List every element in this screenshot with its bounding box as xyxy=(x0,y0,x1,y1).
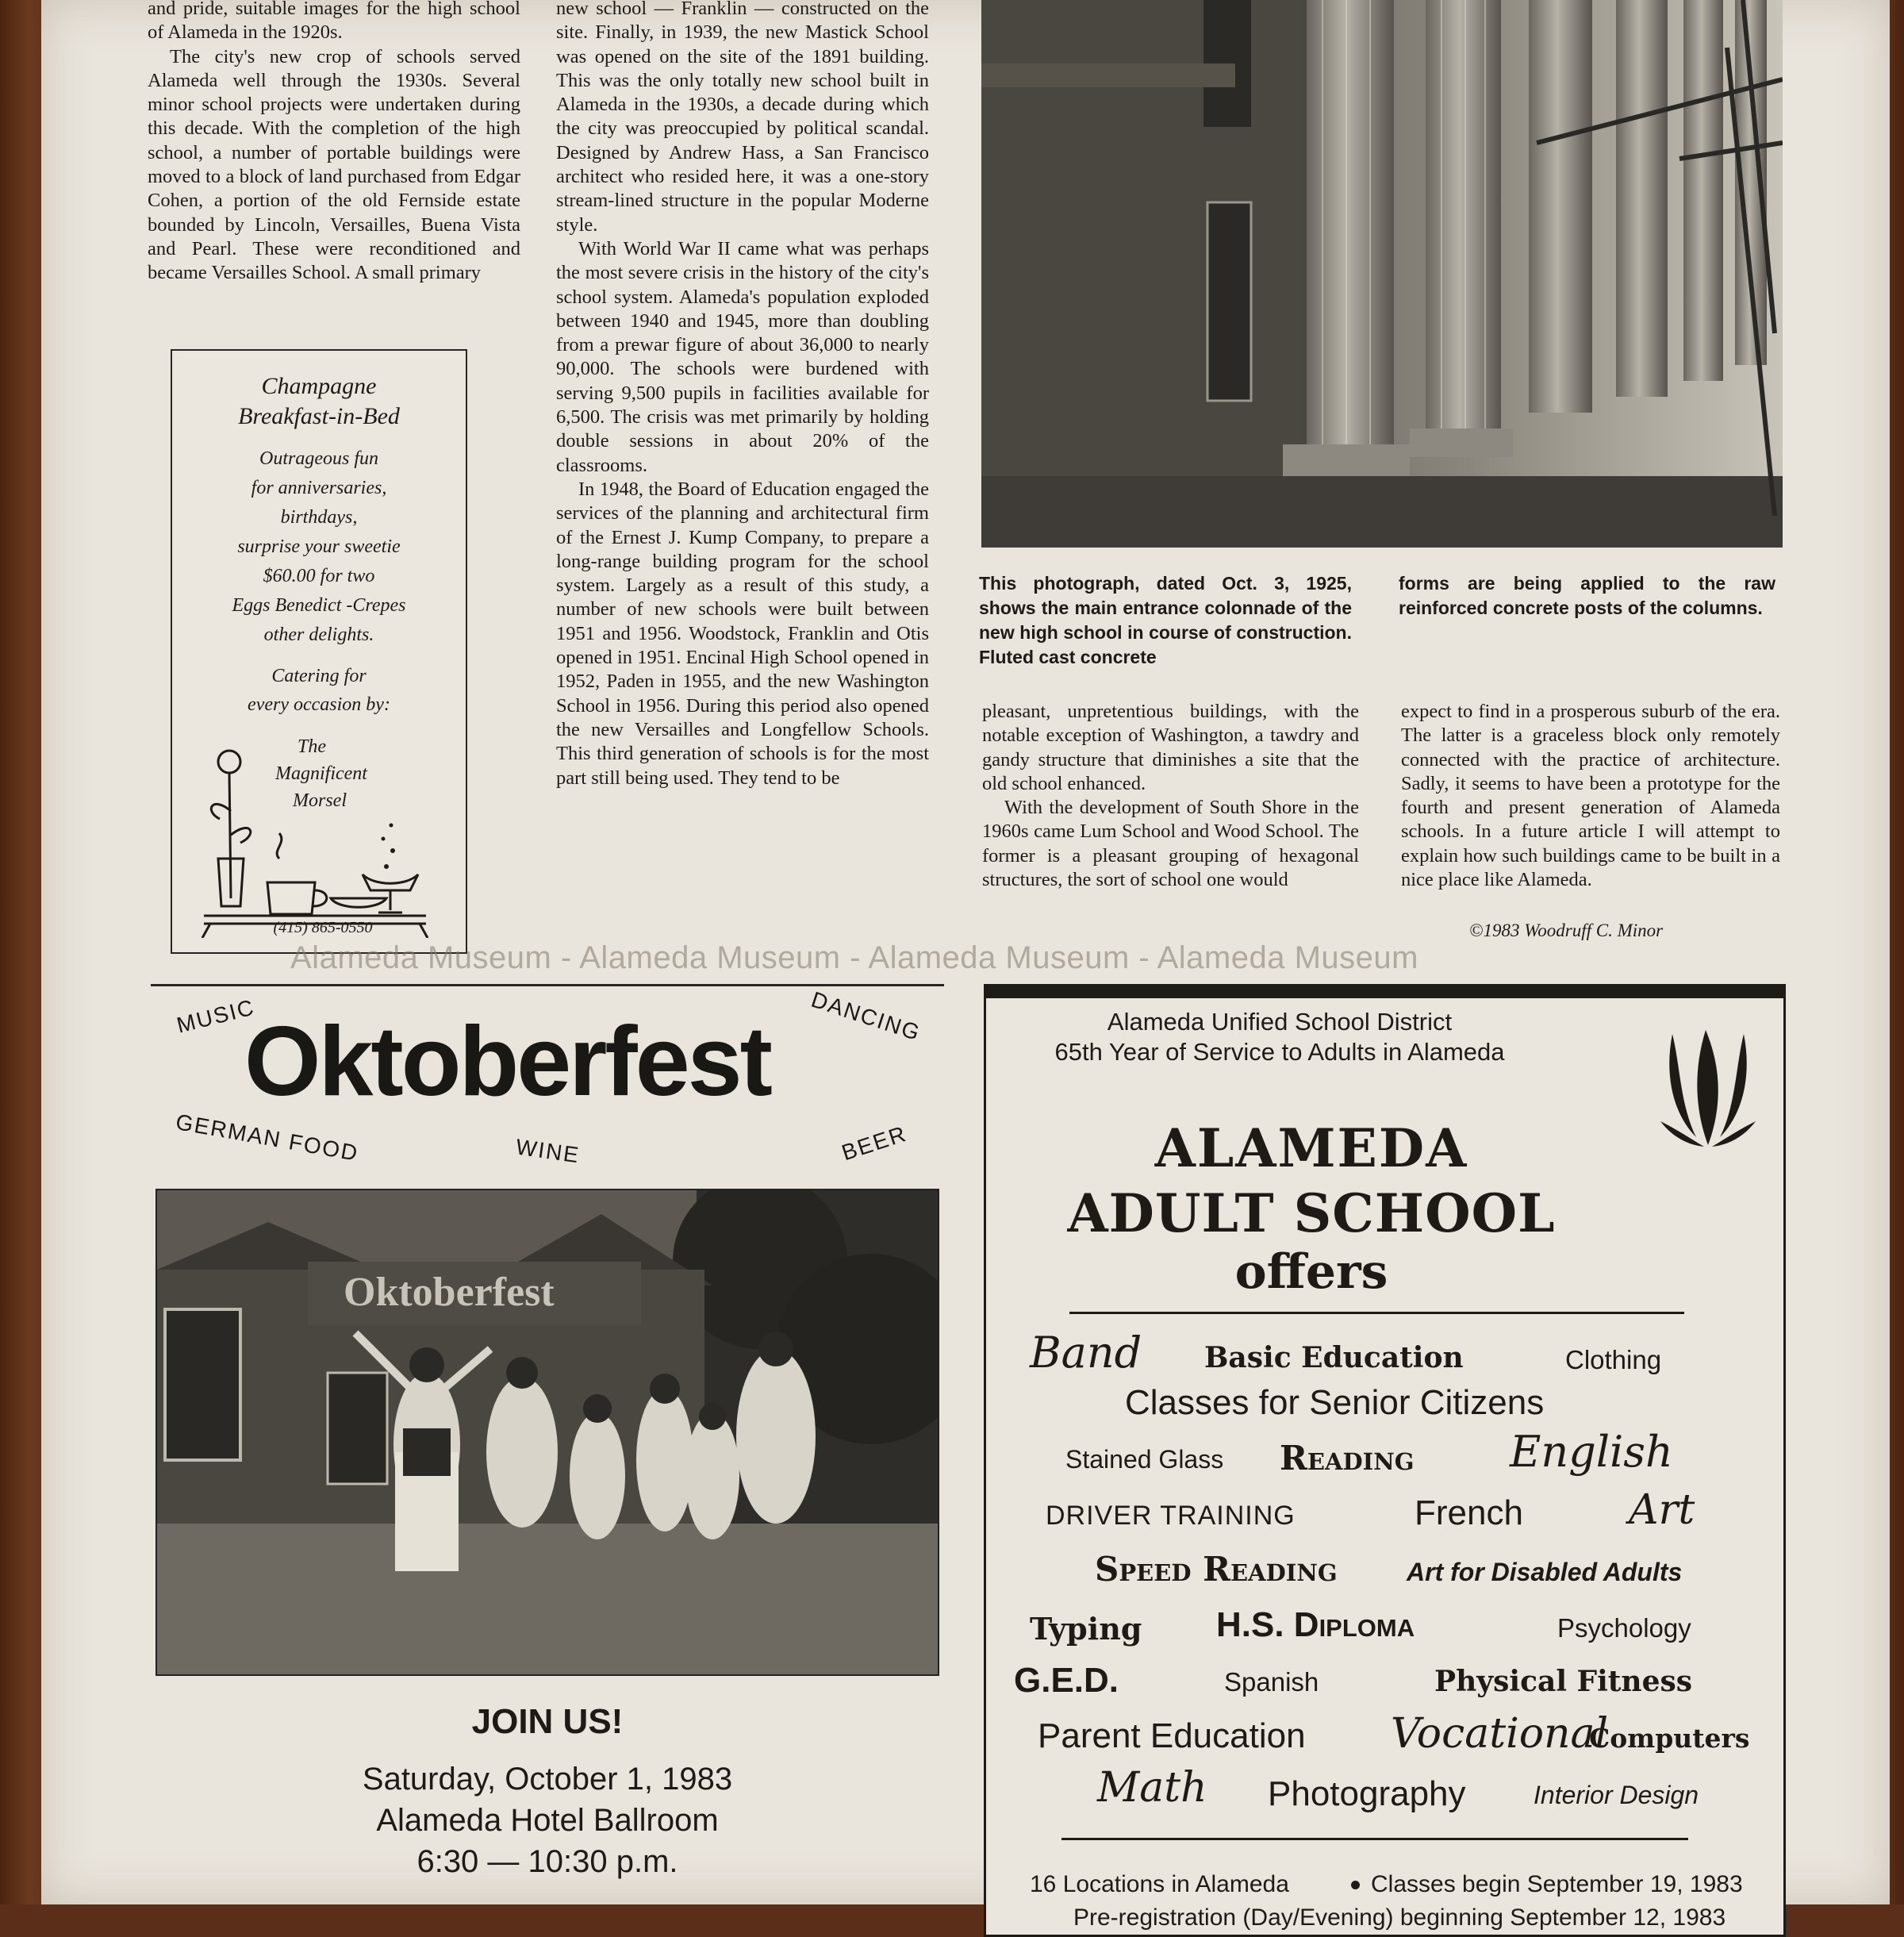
join-us: JOIN US! xyxy=(471,1702,624,1741)
construction-photo xyxy=(981,0,1783,548)
class-french: French xyxy=(1415,1493,1523,1532)
service-line: 65th Year of Service to Adults in Alameda xyxy=(1054,1038,1505,1066)
ad-line: every occasion by: xyxy=(248,694,390,715)
tulip-logo-icon xyxy=(1656,1026,1760,1153)
photo-caption-right: forms are being applied to the raw reinforced concrete posts of the columns. xyxy=(1399,573,1775,618)
article-paragraph: pleasant, unpretentious buildings, with the notable exception of Washington, a tawdry and gandy structure that diminishes a site that the old school enhanced. xyxy=(982,701,1359,794)
article-paragraph: In 1948, the Board of Education engaged the services of the planning and architectural firm of the Ernest J. Kump Company, to prepare a long-range building program for the school system. Largely as a result of this study, a number of new schools were built between 1951 and 1956. Woodstock, Franklin and Otis opened in 1951. Encinal High School opened in 1952, Paden in 1955, and the new Washington School in 1956. During this period also opened the new Versailles and Longfellow Schools. This third generation of schools is for the most part still being used. They tend to be xyxy=(556,478,929,789)
class-band: Band xyxy=(1030,1328,1142,1378)
article-byline: ©1983 Woodruff C. Minor xyxy=(1469,920,1664,940)
tag-beer: BEER xyxy=(839,1120,910,1166)
class-spanish: Spanish xyxy=(1224,1667,1319,1697)
class-typing: Typing xyxy=(1030,1611,1142,1647)
class-english: English xyxy=(1510,1427,1673,1477)
article-paragraph: With World War II came what was perhaps the most severe crisis in the history of the city's school system. Alameda's population exploded between 1940 and 1945, more than doubling from a prewar figure of about 36,000 to nearly 90,000. The schools were burdened with serving 9,500 pupils in facilities available for 6,500. The crisis was met primarily by holding double sessions in about 20% of the classrooms. xyxy=(556,237,929,476)
class-math: Math xyxy=(1097,1764,1207,1812)
class-art-disabled: Art for Disabled Adults xyxy=(1407,1558,1683,1586)
footer-rule xyxy=(1061,1838,1688,1840)
section-divider xyxy=(151,984,944,986)
building-sign: Oktoberfest xyxy=(344,1270,555,1315)
ad-line: Outrageous fun xyxy=(259,448,378,469)
article-column-right-1 xyxy=(982,700,1359,892)
footer-preregistration: Pre-registration (Day/Evening) beginning September 12, 1983 xyxy=(1073,1904,1726,1931)
ad-line: Morsel xyxy=(293,790,347,811)
oktoberfest-photo xyxy=(155,1189,939,1676)
ad-line: Eggs Benedict -Crepes xyxy=(232,595,406,616)
dancers-photo-illustration xyxy=(157,1190,938,1674)
article-column-left xyxy=(148,0,520,286)
class-stained-glass: Stained Glass xyxy=(1065,1445,1224,1474)
class-parent-education: Parent Education xyxy=(1038,1716,1306,1755)
tag-german-food: GERMAN FOOD xyxy=(174,1109,361,1166)
class-interior-design: Interior Design xyxy=(1534,1781,1699,1809)
heading-rule xyxy=(1069,1312,1684,1314)
class-computers: Computers xyxy=(1589,1723,1750,1754)
champagne-title: Champagne xyxy=(261,373,377,399)
tag-dancing: DANCING xyxy=(808,986,924,1046)
class-reading: Reading xyxy=(1280,1439,1415,1478)
footer-classes-begin: Classes begin September 19, 1983 xyxy=(1371,1871,1743,1897)
ad-heading-2: ADULT SCHOOL xyxy=(1067,1182,1556,1244)
colonnade-photo-illustration xyxy=(981,0,1783,548)
breakfast-tray-illustration xyxy=(196,740,442,938)
article-paragraph: and pride, suitable images for the high school of Alameda in the 1920s. xyxy=(148,0,520,44)
article-column-middle xyxy=(556,0,929,790)
article-column-right-2 xyxy=(1401,700,1780,892)
district-name: Alameda Unified School District xyxy=(1107,1008,1453,1036)
museum-watermark: Alameda Museum - Alameda Museum - Alameda Museum - Alameda Museum xyxy=(290,940,1418,975)
ad-line: other delights. xyxy=(263,625,374,645)
ad-line: birthdays, xyxy=(280,507,358,528)
event-date: Saturday, October 1, 1983 xyxy=(362,1762,733,1797)
ad-heading-1: ALAMEDA xyxy=(1154,1117,1468,1179)
class-physical-fitness: Physical Fitness xyxy=(1434,1665,1693,1698)
ad-line: Magnificent xyxy=(275,763,367,784)
photo-caption-left: This photograph, dated Oct. 3, 1925, shows the main entrance colonnade of the new high school in course of construction. Fluted cast concrete xyxy=(979,573,1352,667)
class-clothing: Clothing xyxy=(1565,1345,1662,1374)
champagne-ad xyxy=(171,349,467,954)
class-vocational: Vocational xyxy=(1391,1710,1609,1758)
oktoberfest-title: Oktoberfest xyxy=(244,1007,770,1116)
champagne-subtitle: Breakfast-in-Bed xyxy=(238,403,400,429)
champagne-catering xyxy=(172,662,466,719)
class-art: Art xyxy=(1629,1486,1695,1534)
ad-line: The xyxy=(298,736,326,757)
ad-heading-3: offers xyxy=(1234,1244,1388,1300)
adult-school-ad xyxy=(984,984,1786,1937)
class-psychology: Psychology xyxy=(1557,1613,1691,1643)
ad-line: for anniversaries, xyxy=(251,478,387,498)
class-speed-reading: Speed Reading xyxy=(1095,1550,1338,1589)
champagne-copy xyxy=(172,444,466,650)
article-paragraph: The city's new crop of schools served Alameda well through the 1930s. Several minor school projects were undertaken during this decade. With the completion of the high school, a number of portable buildings were moved to a block of land purchased from Edgar Cohen, a portion of the old Fernside estate bounded by Lincoln, Versailles, Buena Vista and Pearl. These were reconditioned and became Versailles School. A small primary xyxy=(148,45,520,284)
tag-wine: WINE xyxy=(514,1134,582,1168)
bullet-icon xyxy=(1351,1881,1360,1889)
class-senior: Classes for Senior Citizens xyxy=(1125,1383,1545,1422)
class-ged: G.E.D. xyxy=(1014,1661,1119,1700)
article-paragraph: expect to find in a prosperous suburb of the era. The latter is a graceless block only remotely connected with the practice of architecture. Sadly, it seems to have been a prototype for the fourth and present generation of Alameda schools. In a future article I will attempt to explain how such buildings came to be built in a nice place like Alameda. xyxy=(1401,701,1780,891)
ad-line: surprise your sweetie xyxy=(237,536,401,557)
ad-line: $60.00 for two xyxy=(263,566,375,586)
event-time: 6:30 — 10:30 p.m. xyxy=(416,1844,678,1879)
ad-line: Catering for xyxy=(271,666,367,686)
class-driver-training: DRIVER TRAINING xyxy=(1046,1501,1296,1531)
class-basic-education: Basic Education xyxy=(1204,1341,1464,1374)
article-paragraph: With the development of South Shore in the 1960s came Lum School and Wood School. The former is a pleasant grouping of hexagonal structures, the sort of school one would xyxy=(982,797,1359,891)
event-venue: Alameda Hotel Ballroom xyxy=(376,1803,719,1838)
footer-locations: 16 Locations in Alameda xyxy=(1030,1871,1289,1897)
oktoberfest-ad xyxy=(151,988,944,1904)
tag-music: MUSIC xyxy=(174,994,258,1038)
class-hs-diploma: H.S. Diploma xyxy=(1216,1605,1415,1644)
article-paragraph: new school — Franklin — constructed on the site. Finally, in 1939, the new Mastick School was opened on the site of the 1891 building. This was the only totally new school built in Alameda in the 1930s, a decade during which the city was preoccupied by political scandal. Designed by Andrew Hass, a San Francisco architect who resided here, it was a one-story stream-lined structure in the popular Moderne style. xyxy=(556,0,929,236)
class-photography: Photography xyxy=(1268,1774,1466,1813)
champagne-phone: (415) 865-0550 xyxy=(273,919,373,936)
